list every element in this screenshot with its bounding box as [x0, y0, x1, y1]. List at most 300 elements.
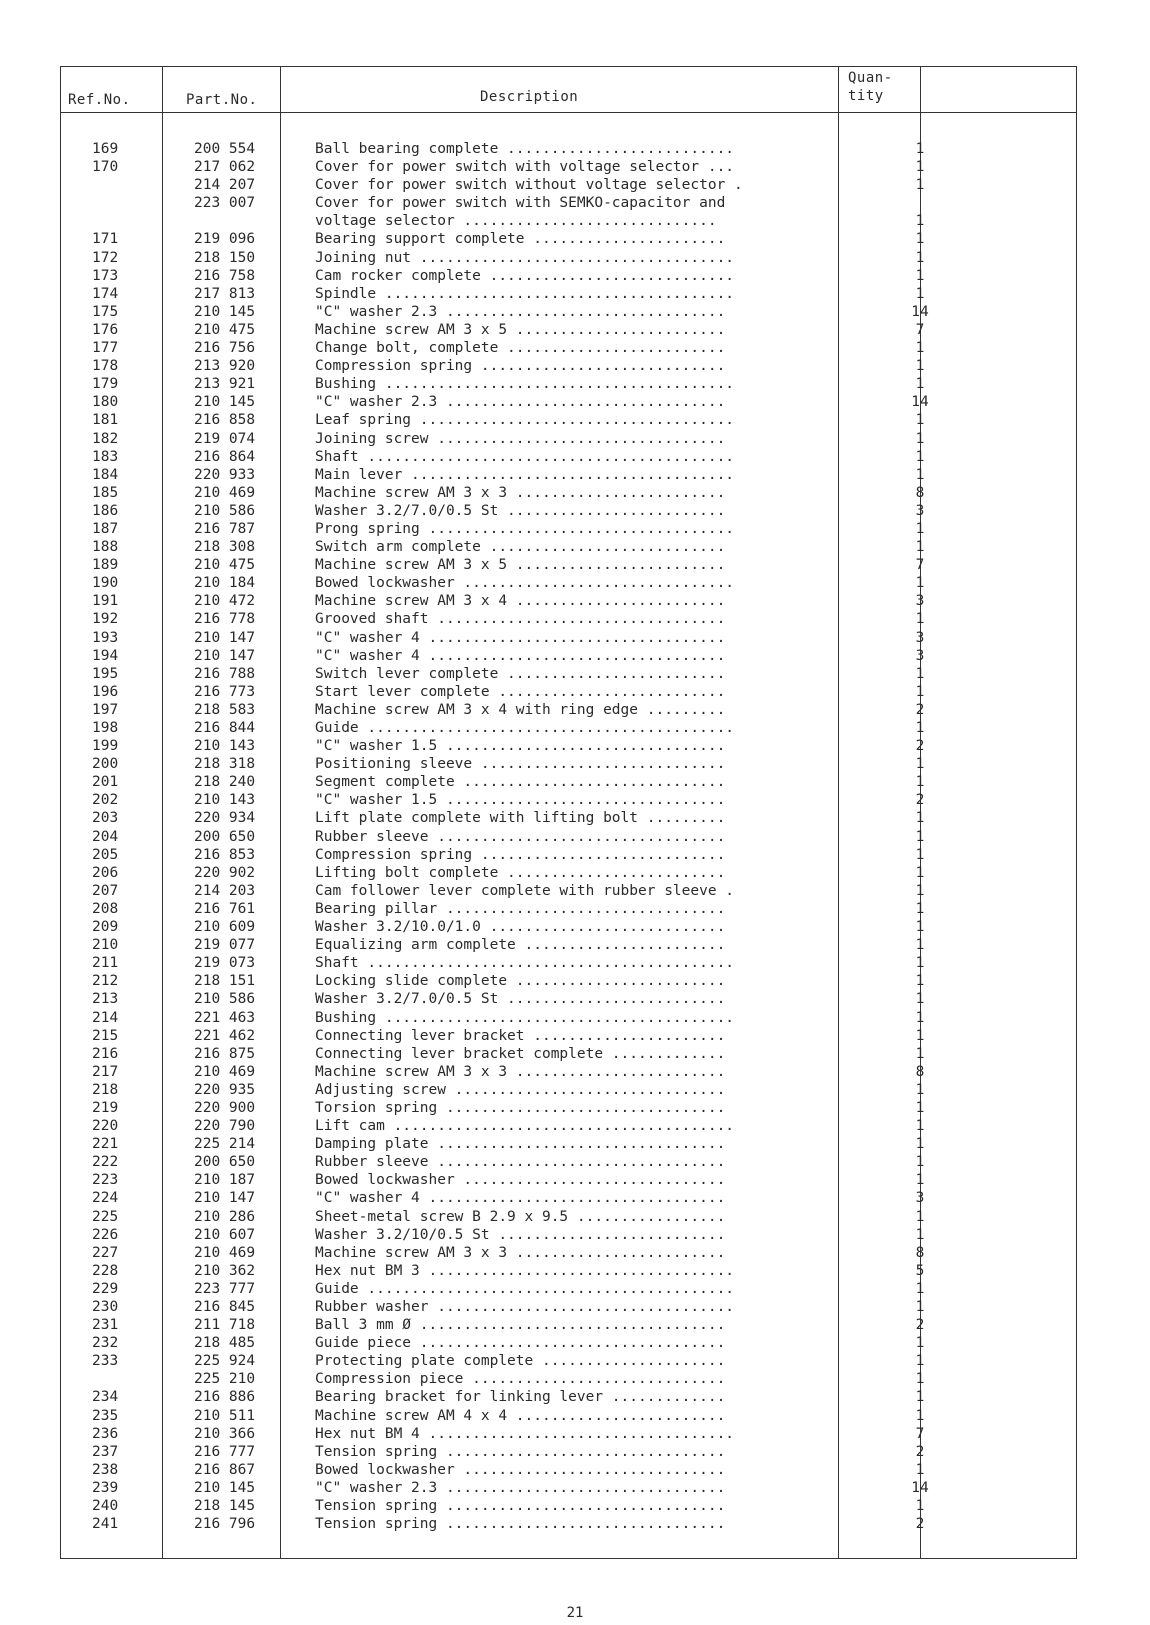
description-cell: Machine screw AM 3 x 4 with ring edge .........: [315, 701, 726, 718]
parts-list: [60, 140, 1077, 1533]
part-no-cell: 216 761: [194, 900, 256, 917]
header-quantity-line2: tity: [848, 88, 884, 104]
table-row: [60, 1189, 1077, 1207]
ref-no-cell: 207: [92, 882, 119, 899]
part-no-cell: 216 845: [194, 1299, 256, 1315]
table-row: [60, 1117, 1077, 1135]
table-row: [60, 285, 1077, 303]
description-cell: "C" washer 1.5 ................................: [315, 738, 726, 755]
quantity-cell: 1: [915, 412, 925, 429]
ref-no-cell: 170: [92, 159, 119, 176]
table-row: [60, 900, 1077, 918]
ref-no-cell: 189: [92, 557, 119, 574]
ref-no-cell: 206: [92, 864, 119, 881]
description-cell: Compression piece .............................: [315, 1371, 726, 1388]
table-row: [60, 773, 1077, 791]
part-no-cell: 218 318: [194, 756, 256, 773]
ref-no-cell: 179: [92, 376, 119, 393]
table-row: [60, 972, 1077, 990]
part-no-cell: 217 813: [194, 285, 256, 302]
part-no-cell: 211 718: [194, 1317, 256, 1334]
part-no-cell: 216 864: [194, 448, 256, 465]
part-no-cell: 220 933: [194, 466, 256, 483]
table-row: [60, 1171, 1077, 1189]
ref-no-cell: 176: [92, 321, 119, 338]
ref-no-cell: 239: [92, 1479, 119, 1496]
ref-no-cell: 204: [92, 828, 119, 845]
quantity-cell: 1: [915, 376, 925, 393]
table-row: [60, 321, 1077, 339]
table-row: [60, 194, 1077, 212]
table-row: [60, 864, 1077, 882]
part-no-cell: 210 366: [194, 1425, 256, 1442]
description-cell: Ball bearing complete ..........................: [315, 141, 735, 157]
table-row: [60, 1316, 1077, 1334]
description-cell: Ball 3 mm Ø ...................................: [315, 1317, 726, 1334]
part-no-cell: 210 184: [194, 575, 256, 592]
table-row: [60, 1135, 1077, 1153]
ref-no-cell: 227: [92, 1244, 119, 1261]
quantity-cell: 1: [915, 1226, 925, 1243]
table-row: [60, 1226, 1077, 1244]
part-no-cell: 220 902: [194, 864, 256, 881]
description-cell: Cam follower lever complete with rubber sleeve .: [315, 882, 735, 899]
table-row: [60, 1081, 1077, 1099]
table-row: [60, 466, 1077, 484]
ref-no-cell: 205: [92, 846, 119, 863]
description-cell: Machine screw AM 3 x 5 ........................: [315, 557, 726, 574]
description-cell: Joining nut ....................................: [315, 249, 735, 266]
ref-no-cell: 183: [92, 448, 119, 465]
part-no-cell: 218 583: [194, 701, 256, 718]
part-no-cell: 200 554: [194, 141, 256, 157]
quantity-cell: 1: [915, 231, 925, 248]
description-cell: Bowed lockwasher ..............................: [315, 1172, 726, 1189]
part-no-cell: 210 475: [194, 557, 256, 574]
quantity-cell: 1: [915, 1389, 925, 1406]
table-row: [60, 629, 1077, 647]
ref-no-cell: 175: [92, 303, 119, 320]
quantity-cell: 1: [915, 900, 925, 917]
part-no-cell: 210 147: [194, 1190, 256, 1207]
table-row: [60, 574, 1077, 592]
ref-no-cell: 197: [92, 701, 119, 718]
part-no-cell: 210 147: [194, 647, 256, 664]
ref-no-cell: 216: [92, 1045, 119, 1062]
quantity-cell: 1: [915, 1009, 925, 1026]
quantity-cell: 1: [915, 1280, 925, 1297]
table-row: [60, 1262, 1077, 1280]
table-row: [60, 538, 1077, 556]
quantity-cell: 1: [915, 1172, 925, 1189]
description-cell: Bearing support complete ......................: [315, 231, 726, 248]
description-cell: "C" washer 1.5 ................................: [315, 792, 726, 809]
part-no-cell: 210 362: [194, 1262, 256, 1279]
quantity-cell: 1: [915, 864, 925, 881]
part-no-cell: 217 062: [194, 159, 256, 176]
table-row: [60, 339, 1077, 357]
part-no-cell: 218 151: [194, 973, 256, 990]
table-row: [60, 484, 1077, 502]
table-row: [60, 1027, 1077, 1045]
table-row: [60, 430, 1077, 448]
part-no-cell: 213 921: [194, 376, 256, 393]
ref-no-cell: 172: [92, 249, 119, 266]
description-cell: Machine screw AM 4 x 4 ........................: [315, 1407, 726, 1424]
ref-no-cell: 180: [92, 394, 119, 411]
description-cell: Tension spring ................................: [315, 1443, 726, 1460]
ref-no-cell: 229: [92, 1280, 119, 1297]
ref-no-cell: 228: [92, 1262, 119, 1279]
ref-no-cell: 212: [92, 973, 119, 990]
table-row: [60, 755, 1077, 773]
part-no-cell: 210 511: [194, 1407, 256, 1424]
description-cell: "C" washer 4 ..................................: [315, 647, 726, 664]
description-cell: Start lever complete ..........................: [315, 683, 726, 700]
part-no-cell: 225 210: [194, 1371, 256, 1388]
description-cell: Spindle ........................................: [315, 285, 735, 302]
description-cell: Bowed lockwasher ..............................: [315, 1461, 726, 1478]
part-no-cell: 210 145: [194, 303, 256, 320]
quantity-cell: 1: [915, 1081, 925, 1098]
table-row: [60, 1063, 1077, 1081]
table-row: [60, 1298, 1077, 1316]
table-row: [60, 701, 1077, 719]
ref-no-cell: 210: [92, 937, 119, 954]
part-no-cell: 219 096: [194, 231, 256, 248]
table-row: [60, 357, 1077, 375]
ref-no-cell: 218: [92, 1081, 119, 1098]
table-row: [60, 1208, 1077, 1226]
table-row: [60, 267, 1077, 285]
part-no-cell: 216 867: [194, 1461, 256, 1478]
part-no-cell: 216 844: [194, 720, 256, 736]
quantity-cell: 3: [915, 1190, 925, 1207]
ref-no-cell: 185: [92, 484, 119, 501]
description-cell: Washer 3.2/10.0/1.0 ...........................: [315, 919, 726, 936]
description-cell: Lift plate complete with lifting bolt .........: [315, 810, 726, 827]
ref-no-cell: 241: [92, 1516, 119, 1533]
table-row: [60, 954, 1077, 972]
part-no-cell: 223 007: [194, 195, 256, 212]
quantity-cell: 1: [915, 1118, 925, 1135]
quantity-cell: 3: [915, 502, 925, 519]
part-no-cell: 223 777: [194, 1280, 256, 1297]
part-no-cell: 214 207: [194, 177, 256, 194]
table-row: [60, 1280, 1077, 1298]
part-no-cell: 210 607: [194, 1226, 256, 1243]
description-cell: Cam rocker complete ............................: [315, 267, 735, 284]
table-row: [60, 1515, 1077, 1533]
description-cell: Machine screw AM 3 x 3 ........................: [315, 484, 726, 501]
header-quantity-line1: Quan-: [848, 70, 893, 86]
part-no-cell: 210 143: [194, 792, 256, 809]
description-cell: Bushing ........................................: [315, 376, 735, 393]
table-row: [60, 1099, 1077, 1117]
quantity-cell: 1: [915, 683, 925, 700]
quantity-cell: 8: [915, 1244, 925, 1261]
part-no-cell: 216 778: [194, 611, 256, 628]
quantity-cell: 1: [915, 267, 925, 284]
description-cell: Hex nut BM 3 ...................................: [315, 1262, 735, 1279]
quantity-cell: 1: [915, 177, 925, 194]
description-cell: Guide ..........................................: [315, 1280, 735, 1297]
ref-no-cell: 192: [92, 611, 119, 628]
quantity-cell: 1: [915, 1027, 925, 1044]
description-cell: Bearing pillar ................................: [315, 900, 726, 917]
quantity-cell: 1: [915, 430, 925, 447]
quantity-cell: 2: [915, 1516, 925, 1533]
part-no-cell: 210 145: [194, 394, 256, 411]
part-no-cell: 210 145: [194, 1479, 256, 1496]
part-no-cell: 213 920: [194, 358, 256, 375]
description-cell: Machine screw AM 3 x 4 ........................: [315, 593, 726, 610]
quantity-cell: 1: [915, 358, 925, 375]
quantity-cell: 1: [915, 520, 925, 537]
quantity-cell: 1: [915, 1498, 925, 1515]
description-cell: Washer 3.2/7.0/0.5 St .........................: [315, 991, 726, 1008]
description-cell: Lifting bolt complete .........................: [315, 864, 726, 881]
description-cell: Locking slide complete ........................: [315, 973, 726, 990]
part-no-cell: 219 077: [194, 937, 256, 954]
ref-no-cell: 225: [92, 1208, 119, 1225]
quantity-cell: 1: [915, 1461, 925, 1478]
quantity-cell: 1: [915, 539, 925, 556]
quantity-cell: 1: [915, 846, 925, 863]
ref-no-cell: 178: [92, 358, 119, 375]
description-cell: Switch lever complete .........................: [315, 665, 726, 682]
description-cell: Equalizing arm complete .......................: [315, 937, 726, 954]
description-cell: Cover for power switch with SEMKO-capacitor and: [315, 195, 726, 212]
table-row: [60, 1045, 1077, 1063]
header-part-no: Part.No.: [186, 92, 258, 108]
table-row: [60, 303, 1077, 321]
table-row: [60, 411, 1077, 429]
table-row: [60, 1388, 1077, 1406]
table-row: [60, 448, 1077, 466]
ref-no-cell: 195: [92, 665, 119, 682]
table-row: [60, 1443, 1077, 1461]
quantity-cell: 3: [915, 629, 925, 646]
ref-no-cell: 240: [92, 1498, 119, 1515]
quantity-cell: 1: [915, 774, 925, 791]
part-no-cell: 216 758: [194, 267, 256, 284]
part-no-cell: 216 773: [194, 683, 256, 700]
ref-no-cell: 231: [92, 1317, 119, 1334]
quantity-cell: 2: [915, 701, 925, 718]
description-cell: Machine screw AM 3 x 5 ........................: [315, 321, 726, 338]
ref-no-cell: 182: [92, 430, 119, 447]
ref-no-cell: 235: [92, 1407, 119, 1424]
description-cell: Compression spring ............................: [315, 846, 726, 863]
part-no-cell: 210 187: [194, 1172, 256, 1189]
description-cell: "C" washer 4 ..................................: [315, 629, 726, 646]
ref-no-cell: 177: [92, 340, 119, 357]
part-no-cell: 218 308: [194, 539, 256, 556]
ref-no-cell: 213: [92, 991, 119, 1008]
part-no-cell: 214 203: [194, 882, 256, 899]
table-row: [60, 809, 1077, 827]
description-cell: Bushing ........................................: [315, 1009, 735, 1026]
description-cell: Sheet-metal screw B 2.9 x 9.5 .................: [315, 1208, 726, 1225]
table-row: [60, 1497, 1077, 1515]
part-no-cell: 216 796: [194, 1516, 256, 1533]
part-no-cell: 221 463: [194, 1009, 256, 1026]
part-no-cell: 216 858: [194, 412, 256, 429]
quantity-cell: 1: [915, 575, 925, 592]
quantity-cell: 1: [915, 756, 925, 773]
description-cell: Switch arm complete ...........................: [315, 539, 726, 556]
part-no-cell: 210 475: [194, 321, 256, 338]
quantity-cell: 1: [915, 991, 925, 1008]
table-row: [60, 1425, 1077, 1443]
description-cell: Shaft ..........................................: [315, 448, 735, 465]
table-row: [60, 936, 1077, 954]
part-no-cell: 216 756: [194, 340, 256, 357]
ref-no-cell: 234: [92, 1389, 119, 1406]
quantity-cell: 1: [915, 955, 925, 972]
description-cell: Guide piece ...................................: [315, 1335, 726, 1352]
table-row: [60, 846, 1077, 864]
description-cell: Adjusting screw ...............................: [315, 1081, 726, 1098]
quantity-cell: 1: [915, 611, 925, 628]
ref-no-cell: 169: [92, 141, 119, 157]
part-no-cell: 218 485: [194, 1335, 256, 1352]
table-row: [60, 1370, 1077, 1388]
part-no-cell: 216 787: [194, 520, 256, 537]
ref-no-cell: 202: [92, 792, 119, 809]
description-cell: Washer 3.2/7.0/0.5 St .........................: [315, 502, 726, 519]
quantity-cell: 14: [911, 394, 929, 411]
quantity-cell: 7: [915, 321, 925, 338]
table-row: [60, 828, 1077, 846]
ref-no-cell: 223: [92, 1172, 119, 1189]
description-cell: Damping plate .................................: [315, 1136, 726, 1153]
quantity-cell: 14: [911, 303, 929, 320]
description-cell: Segment complete ..............................: [315, 774, 726, 791]
description-cell: Change bolt, complete .........................: [315, 340, 726, 357]
quantity-cell: 3: [915, 647, 925, 664]
quantity-cell: 7: [915, 1425, 925, 1442]
description-cell: "C" washer 2.3 ................................: [315, 394, 726, 411]
description-cell: Lift cam .......................................: [315, 1118, 735, 1135]
table-row: [60, 918, 1077, 936]
ref-no-cell: 221: [92, 1136, 119, 1153]
quantity-cell: 1: [915, 466, 925, 483]
table-row: [60, 719, 1077, 737]
ref-no-cell: 173: [92, 267, 119, 284]
part-no-cell: 218 240: [194, 774, 256, 791]
part-no-cell: 200 650: [194, 1154, 256, 1171]
part-no-cell: 216 886: [194, 1389, 256, 1406]
part-no-cell: 218 145: [194, 1498, 256, 1515]
table-row: [60, 882, 1077, 900]
quantity-cell: 1: [915, 1154, 925, 1171]
part-no-cell: 210 143: [194, 738, 256, 755]
ref-no-cell: 215: [92, 1027, 119, 1044]
quantity-cell: 2: [915, 792, 925, 809]
table-row: [60, 1009, 1077, 1027]
description-cell: Compression spring ............................: [315, 358, 726, 375]
quantity-cell: 1: [915, 1045, 925, 1062]
quantity-cell: 8: [915, 484, 925, 501]
part-no-cell: 225 214: [194, 1136, 256, 1153]
quantity-cell: 1: [915, 249, 925, 266]
description-cell: Cover for power switch with voltage selector ...: [315, 159, 735, 176]
quantity-cell: 3: [915, 593, 925, 610]
quantity-cell: 1: [915, 141, 925, 157]
quantity-cell: 1: [915, 1407, 925, 1424]
quantity-cell: 1: [915, 340, 925, 357]
quantity-cell: 1: [915, 720, 925, 736]
ref-no-cell: 200: [92, 756, 119, 773]
part-no-cell: 210 469: [194, 484, 256, 501]
ref-no-cell: 196: [92, 683, 119, 700]
part-no-cell: 220 935: [194, 1081, 256, 1098]
ref-no-cell: 217: [92, 1063, 119, 1080]
quantity-cell: 8: [915, 1063, 925, 1080]
part-no-cell: 210 609: [194, 919, 256, 936]
part-no-cell: 216 853: [194, 846, 256, 863]
quantity-cell: 1: [915, 1299, 925, 1315]
table-row: [60, 683, 1077, 701]
description-cell: Torsion spring ................................: [315, 1099, 726, 1116]
ref-no-cell: 191: [92, 593, 119, 610]
description-cell: Guide ..........................................: [315, 720, 735, 736]
ref-no-cell: 226: [92, 1226, 119, 1243]
part-no-cell: 216 788: [194, 665, 256, 682]
description-cell: Tension spring ................................: [315, 1498, 726, 1515]
quantity-cell: 1: [915, 1099, 925, 1116]
description-cell: Cover for power switch without voltage selector .: [315, 177, 743, 194]
ref-no-cell: 209: [92, 919, 119, 936]
ref-no-cell: 198: [92, 720, 119, 736]
part-no-cell: 221 462: [194, 1027, 256, 1044]
table-row: [60, 556, 1077, 574]
part-no-cell: 210 469: [194, 1063, 256, 1080]
description-cell: "C" washer 2.3 ................................: [315, 1479, 726, 1496]
ref-no-cell: 184: [92, 466, 119, 483]
description-cell: Prong spring ...................................: [315, 520, 735, 537]
ref-no-cell: 174: [92, 285, 119, 302]
table-row: [60, 520, 1077, 538]
ref-no-cell: 201: [92, 774, 119, 791]
ref-no-cell: 181: [92, 412, 119, 429]
table-row: [60, 1407, 1077, 1425]
part-no-cell: 216 875: [194, 1045, 256, 1062]
description-cell: Leaf spring ....................................: [315, 412, 735, 429]
quantity-cell: 1: [915, 810, 925, 827]
ref-no-cell: 203: [92, 810, 119, 827]
quantity-cell: 5: [915, 1262, 925, 1279]
ref-no-cell: 214: [92, 1009, 119, 1026]
ref-no-cell: 238: [92, 1461, 119, 1478]
table-row: [60, 647, 1077, 665]
part-no-cell: 210 469: [194, 1244, 256, 1261]
table-row: [60, 140, 1077, 158]
part-no-cell: 220 790: [194, 1118, 256, 1135]
description-cell: Positioning sleeve ............................: [315, 756, 726, 773]
part-no-cell: 220 934: [194, 810, 256, 827]
part-no-cell: 225 924: [194, 1353, 256, 1370]
description-cell: Shaft ..........................................: [315, 955, 735, 972]
ref-no-cell: 230: [92, 1299, 119, 1315]
quantity-cell: 1: [915, 1371, 925, 1388]
table-row: [60, 1479, 1077, 1497]
description-cell: Joining screw .................................: [315, 430, 726, 447]
quantity-cell: 1: [915, 159, 925, 176]
table-row: [60, 1244, 1077, 1262]
